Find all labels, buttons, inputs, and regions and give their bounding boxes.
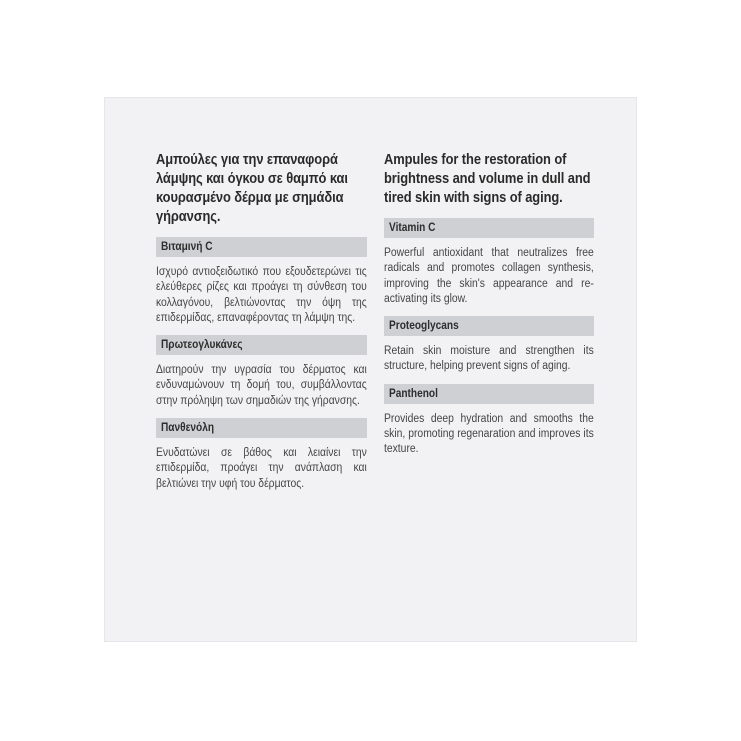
greek-section-text-panthenol: Ενυδατώνει σε βάθος και λειαίνει την επιδερμίδα, προάγει την ανάπλαση και βελτιώνει την υφή του δέρματος. [156,447,367,490]
greek-section-label-proteoglycans: Πρωτεογλυκάνες [156,335,367,355]
greek-title: Αμπούλες για την επαναφορά λάμψης και όγκου σε θαμπό και κουρασμένο δέρμα με σημάδια γήρανσης. [156,151,348,225]
english-section-text-vitamin-c: Powerful antioxidant that neutralizes free radicals and promotes collagen synthesis, improving the skin's appearance and re-activating its glow. [384,247,594,305]
english-column [384,150,594,467]
greek-section-text-proteoglycans: Διατηρούν την υγρασία του δέρματος και ενδυναμώνουν τη δομή του, συμβάλλοντας στην πρόληψη των σημαδιών της γήρανσης. [156,364,367,407]
english-section-text-panthenol: Provides deep hydration and smooths the skin, promoting regenaration and improves its texture. [384,412,594,456]
english-section-label-proteoglycans: Proteoglycans [384,316,594,336]
english-section-text-proteoglycans: Retain skin moisture and strengthen its structure, helping prevent signs of aging. [384,345,594,373]
english-title: Ampules for the restoration of brightness and volume in dull and tired skin with signs of aging. [384,151,591,206]
greek-section-label-panthenol: Πανθενόλη [156,418,367,438]
greek-section-text-vitamin-c: Ισχυρό αντιοξειδωτικό που εξουδετερώνει τις ελεύθερες ρίζες και προάγει τη σύνθεση του κολλαγόνου, βελτιώνοντας την όψη της επιδερμίδας, επαναφέροντας τη λάμψη της. [156,266,367,324]
english-section-label-panthenol: Panthenol [384,384,594,404]
product-info-panel [104,97,637,642]
english-section-label-vitamin-c: Vitamin C [384,218,594,238]
greek-section-label-vitamin-c: Βιταμινή C [156,237,367,257]
greek-column [156,150,367,501]
